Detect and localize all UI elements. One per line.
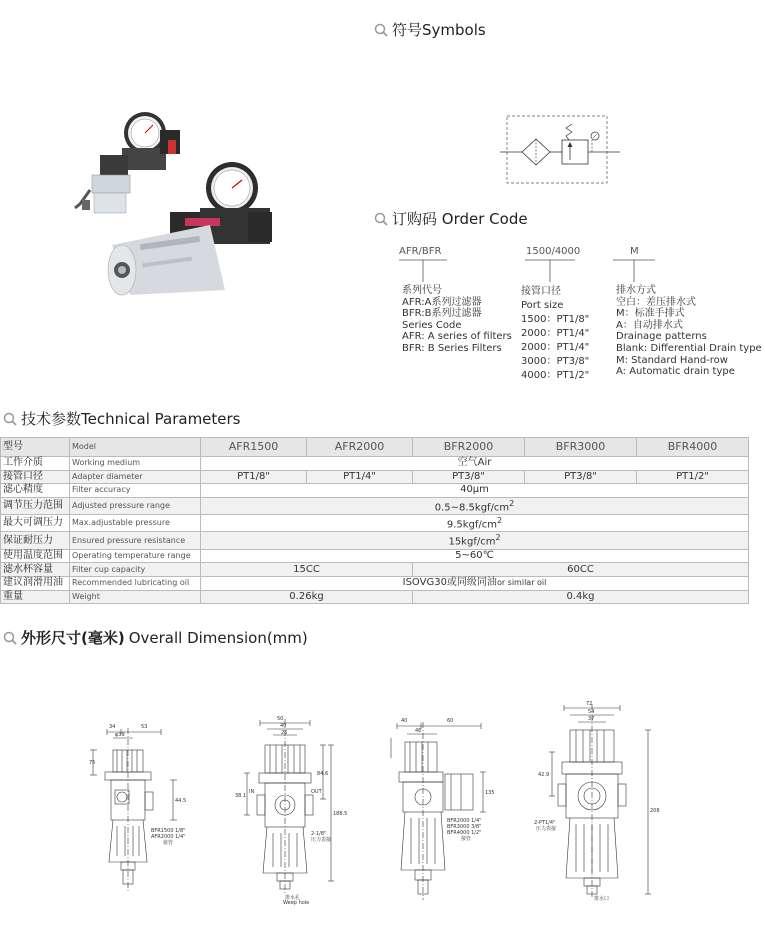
svg-text:压力表接: 压力表接 <box>311 837 332 843</box>
table-row: 工作介质 Working medium 空气Air <box>1 457 749 471</box>
model-bfr2000: BFR2000 <box>413 438 525 457</box>
table-row: 建议润滑用油 Recommended lubricating oil ISOVG30或同级同油or similar oil <box>1 576 749 590</box>
table-row: 最大可调压力 Max.adjustable pressure $9.5kgf/cm^2$ <box>1 515 749 532</box>
series-code-block: 系列代号 AFR:A系列过滤器 BFR:B系列过滤器 Series Code AFR: A series of filters BFR: B Series Filters <box>402 285 512 354</box>
svg-text:72: 72 <box>586 701 593 707</box>
table-row: 使用温度范围 Operating temperature range 5~60℃ <box>1 549 749 563</box>
svg-text:188.5: 188.5 <box>333 811 348 817</box>
port-size-block: 接管口径 Port size 1500：PT1/8" 2000：PT1/4" 2000：PT1/4" 3000：PT3/8" 4000：PT1/2" <box>521 286 590 381</box>
svg-text:BFR3000 3/8": BFR3000 3/8" <box>447 824 482 830</box>
model-bfr3000: BFR3000 <box>525 438 637 457</box>
symbols-title: 符号Symbols <box>374 19 486 40</box>
magnifier-icon <box>374 212 388 226</box>
svg-text:84.6: 84.6 <box>317 771 329 777</box>
svg-text:压力表接: 压力表接 <box>536 826 557 832</box>
svg-text:2-1/8": 2-1/8" <box>311 831 327 837</box>
order-code-drain: M <box>630 246 639 257</box>
overall-dimension-title: 外形尺寸(毫米) Overall Dimension(mm) <box>3 627 308 648</box>
svg-text:60: 60 <box>447 718 454 724</box>
table-row: 滤水杯容量 Filter cup capacity 15CC 60CC <box>1 563 749 577</box>
svg-text:AFR2000 1/4": AFR2000 1/4" <box>151 834 186 840</box>
svg-text:BFR1500 1/8": BFR1500 1/8" <box>151 828 186 834</box>
svg-text:BFR2000 1/4": BFR2000 1/4" <box>447 818 482 824</box>
tech-params-title: 技术参数Technical Parameters <box>3 408 241 429</box>
order-code-brackets <box>395 256 675 286</box>
tech-params-table <box>0 437 749 604</box>
small-filter-regulator <box>75 112 180 213</box>
svg-text:排水口: 排水口 <box>594 896 610 902</box>
svg-text:接管: 接管 <box>461 836 472 842</box>
magnifier-icon <box>3 412 17 426</box>
order-code-size: 1500/4000 <box>526 246 581 257</box>
svg-text:38.1: 38.1 <box>235 793 247 799</box>
dimension-drawing-bfr4000 <box>530 700 670 905</box>
magnifier-icon <box>374 23 388 37</box>
svg-text:75: 75 <box>89 760 96 766</box>
svg-text:208: 208 <box>650 808 660 814</box>
model-afr1500: AFR1500 <box>201 438 307 457</box>
svg-text:接管: 接管 <box>163 840 174 846</box>
table-row: 保证耐压力 Ensured pressure resistance $15kgf/cm^2$ <box>1 532 749 549</box>
svg-text:44.5: 44.5 <box>175 798 187 804</box>
svg-text:φ39: φ39 <box>115 732 125 738</box>
svg-text:34: 34 <box>109 724 116 730</box>
pneumatic-symbol-diagram <box>500 110 620 190</box>
svg-text:Weep hole: Weep hole <box>283 900 310 906</box>
table-header-row: 型号 Model AFR1500 AFR2000 BFR2000 BFR3000 BFR4000 <box>1 438 749 457</box>
drain-pattern-block: 排水方式 空白：差压排水式 M：标准手排式 A：自动排水式 Drainage patterns Blank: Differential Drain type M: Standard Hand-row A: Automatic drain type <box>616 285 762 378</box>
svg-text:54: 54 <box>588 709 595 715</box>
magnifier-icon <box>3 631 17 645</box>
svg-text:26: 26 <box>281 730 288 736</box>
svg-text:37: 37 <box>588 716 595 722</box>
svg-text:OUT: OUT <box>311 789 322 795</box>
order-code-series: AFR/BFR <box>399 246 442 257</box>
table-row: 调节压力范围 Adjusted pressure range $0.5\sim 8.5kgf/cm^2$ <box>1 497 749 514</box>
svg-text:135: 135 <box>485 790 495 796</box>
order-code-title: 订购码 Order Code <box>374 208 528 229</box>
model-bfr4000: BFR4000 <box>637 438 749 457</box>
svg-text:2-PT1/4": 2-PT1/4" <box>534 820 556 826</box>
table-row: 重量 Weight 0.26kg 0.4kg <box>1 590 749 604</box>
svg-text:42.9: 42.9 <box>538 772 550 778</box>
svg-text:50: 50 <box>277 716 284 722</box>
large-filter-regulator <box>108 162 272 295</box>
svg-text:40: 40 <box>280 723 287 729</box>
product-photo <box>60 100 280 300</box>
dimension-drawing-bfr2000 <box>235 715 348 906</box>
svg-text:40: 40 <box>401 718 408 724</box>
svg-text:IN: IN <box>249 789 255 795</box>
svg-text:46: 46 <box>415 728 422 734</box>
model-afr2000: AFR2000 <box>307 438 413 457</box>
table-row: 滤心精度 Filter accuracy 40μm <box>1 484 749 498</box>
svg-text:排水孔: 排水孔 <box>285 895 301 901</box>
dimension-drawing-afr <box>85 720 195 900</box>
svg-text:53: 53 <box>141 724 148 730</box>
svg-text:BFR4000 1/2": BFR4000 1/2" <box>447 830 482 836</box>
table-row: 接管口径 Adapter diameter PT1/8" PT1/4" PT3/8" PT3/8" PT1/2" <box>1 470 749 484</box>
dimension-drawing-bfr-side <box>385 718 495 908</box>
